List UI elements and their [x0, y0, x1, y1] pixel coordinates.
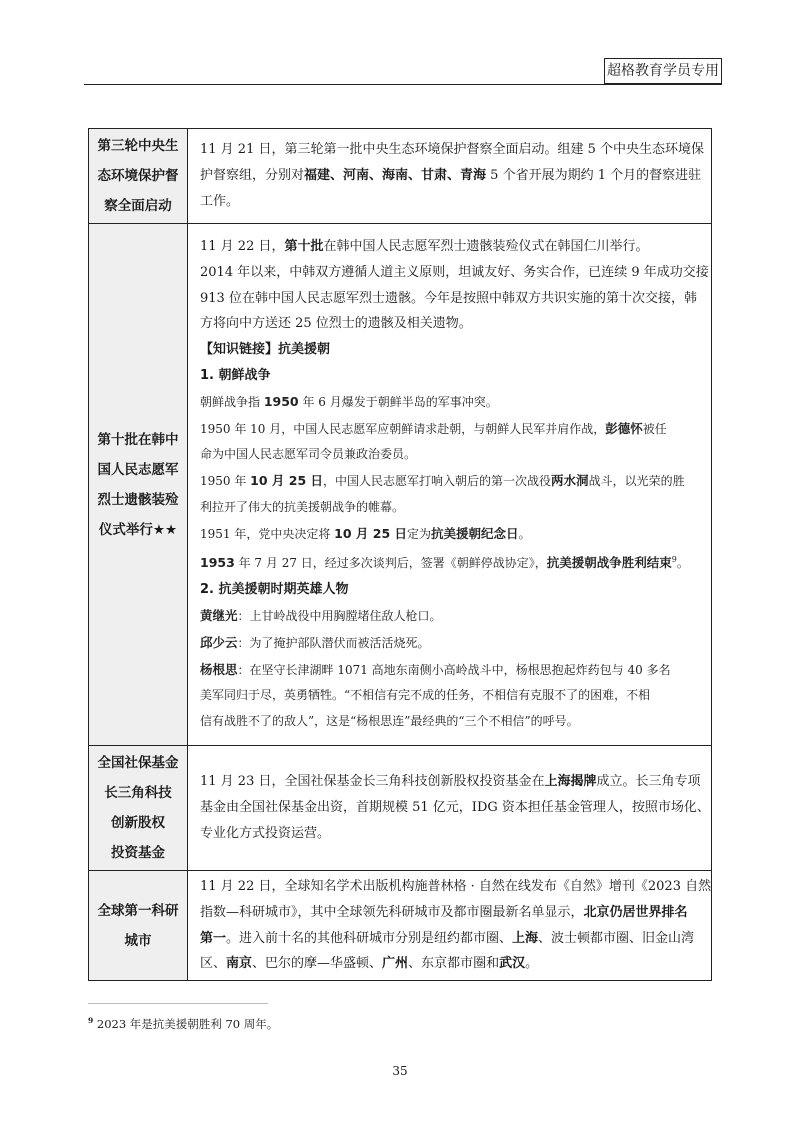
- topic-line: 全国社保基金: [97, 755, 179, 771]
- text-line: 1951 年，党中央决定将 10 月 25 日定为抗美援朝纪念日。: [200, 525, 531, 541]
- knowledge-link-heading: 【知识链接】抗美援朝: [200, 342, 331, 358]
- topic-cell: [89, 746, 188, 871]
- topic-line: 国人民志愿军: [97, 461, 179, 478]
- text-line: 信有战胜不了的敌人”，这是“杨根思连”最经典的“三个不相信”的呼号。: [200, 714, 579, 729]
- text-line: 11 月 22 日，第十批在韩中国人民志愿军烈士遗骸装殓仪式在韩国仁川举行。: [200, 238, 649, 254]
- topic-line: 城市: [124, 932, 152, 949]
- footnote-text: 2023 年是抗美援朝胜利 70 周年。: [93, 1017, 279, 1031]
- text-line: 指数—科研城市》，其中全球领先科研城市及都市圈最新名单显示，北京仍居世界排名: [200, 904, 688, 920]
- content-cell: [188, 871, 712, 981]
- table-row: [89, 746, 712, 871]
- page-number: 35: [392, 1064, 408, 1078]
- text-line: 1950 年 10 月，中国人民志愿军应朝鲜请求赴朝，与朝鲜人民军并肩作战，彭德怀被任: [200, 420, 667, 436]
- news-table: [88, 128, 712, 981]
- footnote-mark: 9: [88, 1016, 94, 1026]
- text-line: 专业化方式投资运营。: [200, 825, 331, 841]
- table-row: [89, 129, 712, 224]
- content-cell: [188, 129, 712, 224]
- footnote: [88, 1016, 278, 1032]
- topic-cell: [89, 871, 188, 981]
- text-line: 11 月 23 日，全国社保基金长三角科技创新股权投资基金在上海揭牌成立。长三角专项: [200, 774, 701, 790]
- text-line: 护督察组，分别对福建、河南、海南、甘肃、青海 5 个省开展为期约 1 个月的督察进驻: [200, 168, 702, 184]
- topic-line: 全球第一科研: [97, 902, 179, 919]
- header-rule: [84, 84, 722, 85]
- hero-line: 杨根思：在坚守长津湖畔 1071 高地东南侧小高岭战斗中，杨根思抱起炸药包与 40 多名: [200, 661, 671, 677]
- section-title: 2. 抗美援朝时期英雄人物: [200, 582, 349, 598]
- footnote-ref[interactable]: 9: [671, 555, 677, 565]
- text-line: 11 月 22 日，全球知名学术出版机构施普林格 · 自然在线发布《自然》增刊《2023 自然: [200, 878, 712, 894]
- topic-line: 投资基金: [111, 845, 165, 861]
- text-line: 朝鲜战争指 1950 年 6 月爆发于朝鲜半岛的军事冲突。: [200, 393, 498, 409]
- exclusive-use-tag: 超格教育学员专用: [604, 58, 722, 84]
- hero-line: 黄继光：上甘岭战役中用胸膛堵住敌人枪口。: [200, 608, 442, 624]
- text-line: 美军同归于尽，英勇牺牲。“不相信有完不成的任务，不相信有克服不了的困难，不相: [200, 688, 651, 703]
- footnote-rule: [88, 1003, 268, 1004]
- table-row: [89, 871, 712, 981]
- text-line: 913 位在韩中国人民志愿军烈士遗骸。今年是按照中韩双方共识实施的第十次交接，韩: [200, 290, 697, 306]
- topic-line: 仪式举行★★: [98, 521, 178, 538]
- topic-line: 烈士遗骸装殓: [97, 491, 179, 508]
- table-row: [89, 224, 712, 746]
- text-line: 利拉开了伟大的抗美援朝战争的帷幕。: [200, 499, 405, 514]
- hero-line: 邱少云：为了掩护部队潜伏而被活活烧死。: [200, 634, 430, 650]
- topic-line: 察全面启动: [104, 198, 172, 214]
- topic-line: 第十批在韩中: [97, 431, 179, 448]
- topic-line: 长三角科技: [104, 785, 172, 801]
- topic-line: 第三轮中央生: [97, 138, 179, 154]
- topic-cell: [89, 224, 188, 746]
- topic-line: 创新股权: [111, 815, 165, 831]
- topic-line: 态环境保护督: [97, 168, 179, 184]
- text-line: 区、南京、巴尔的摩—华盛顿、广州、东京都市圈和武汉。: [200, 956, 539, 972]
- text-line: 11 月 21 日，第三轮第一批中央生态环境保护督察全面启动。组建 5 个中央生态环境保: [200, 142, 705, 158]
- text-line: 1950 年 10 月 25 日，中国人民志愿军打响入朝后的第一次战役两水洞战斗，以光荣的胜: [200, 473, 685, 489]
- section-title: 1. 朝鲜战争: [200, 367, 271, 383]
- text-line: 基金由全国社保基金出资，首期规模 51 亿元，IDG 资本担任基金管理人，按照市场化、: [200, 800, 710, 816]
- topic-cell: [89, 129, 188, 224]
- text-line: 第一。进入前十名的其他科研城市分别是纽约都市圈、上海、波士顿都市圈、旧金山湾: [200, 930, 695, 946]
- text-line: 命为中国人民志愿军司令员兼政治委员。: [200, 447, 417, 462]
- text-line: 1953 年 7 月 27 日，经过多次谈判后，签署《朝鲜停战协定》，抗美援朝战争胜利结束$^9$。: [200, 555, 689, 571]
- text-line: 工作。: [200, 193, 240, 209]
- text-line: 方将向中方送还 25 位烈士的遗骸及相关遗物。: [200, 316, 472, 332]
- content-cell: [188, 746, 712, 871]
- text-line: 2014 年以来，中韩双方遵循人道主义原则，坦诚友好、务实合作，已连续 9 年成功交接: [200, 264, 709, 280]
- content-cell: [188, 224, 712, 746]
